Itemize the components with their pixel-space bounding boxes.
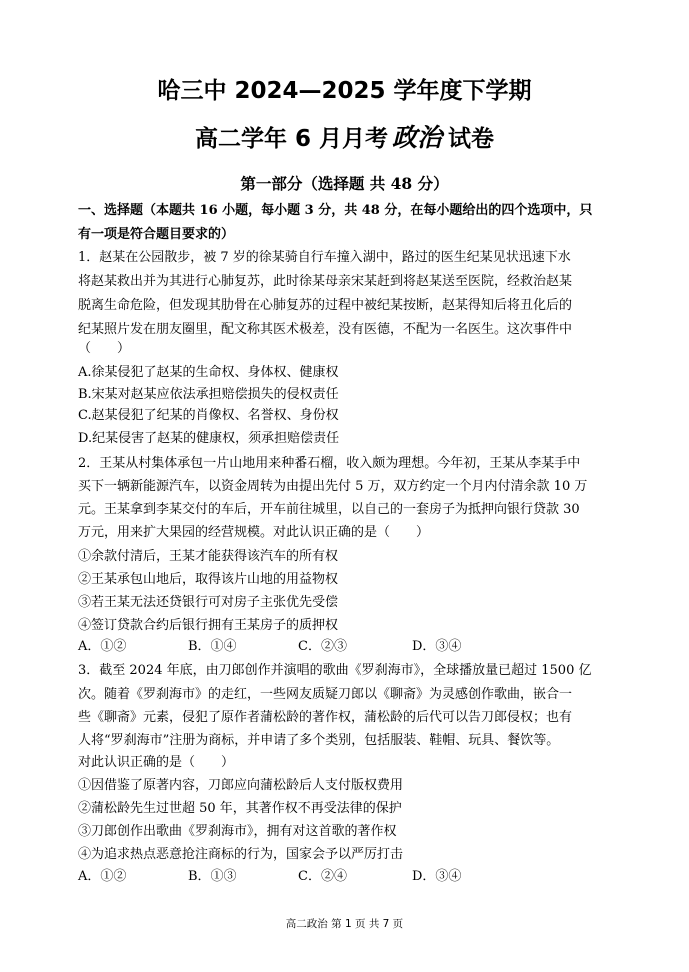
- exam-title-school-term: 哈三中 2024—2025 学年度下学期: [157, 78, 532, 104]
- q3-stem-line: 些《聊斋》元素，侵犯了原作者蒲松龄的著作权，蒲松龄的后代可以告刀郎侵权；也有: [78, 710, 573, 725]
- q1-option-c: C.赵某侵犯了纪某的肖像权、名誉权、身份权: [78, 408, 339, 423]
- section-instruction: 一、选择题（本题共 16 小题，每小题 3 分，共 48 分，在每小题给出的四个选项中，只: [78, 203, 593, 218]
- q1-stem-line: 纪某照片发在朋友圈里，配文称其医术极差，没有医德，不配为一名医生。这次事件中: [78, 322, 573, 337]
- q2-statement-4: ④签订贷款合约后银行拥有王某房子的质押权: [78, 618, 339, 633]
- q2-choice-b: B．①④: [188, 639, 237, 654]
- q2-choice-a: A．①②: [78, 639, 127, 654]
- q3-statement-1: ①因借鉴了原著内容，刀郎应向蒲松龄后人支付版权费用: [78, 778, 404, 793]
- q3-choice-c: C．②④: [298, 869, 347, 884]
- exam-title-grade-month: 高二学年 6 月月考: [194, 126, 388, 152]
- q1-stem-line: 将赵某救出并为其进行心肺复苏，此时徐某母亲宋某赶到将赵某送至医院，经救治赵某: [78, 274, 573, 289]
- q3-stem-line: 3．截至 2024 年底，由刀郎创作并演唱的歌曲《罗刹海市》，全球播放量已超过 1500 亿: [78, 663, 592, 678]
- section-instruction-cont: 有一项是符合题目要求的）: [78, 227, 235, 242]
- q3-choice-a: A．①②: [78, 869, 127, 884]
- q2-stem-line: 元。王某拿到李某交付的车后，开车前往城里，以自己的一套房子为抵押向银行贷款 30: [78, 502, 580, 517]
- q2-statement-1: ①余款付清后，王某才能获得该汽车的所有权: [78, 549, 339, 564]
- q1-stem-line: 1．赵某在公园散步，被 7 岁的徐某骑自行车撞入湖中，路过的医生纪某见状迅速下水: [78, 250, 571, 265]
- q3-statement-3: ③刀郎创作出歌曲《罗刹海市》，拥有对这首歌的著作权: [78, 824, 397, 839]
- q3-choice-b: B．①③: [188, 869, 237, 884]
- q2-choice-d: D．③④: [412, 639, 462, 654]
- part-title: 第一部分（选择题 共 48 分）: [240, 174, 449, 193]
- q1-answer-blank: （ ）: [78, 341, 131, 356]
- q3-choice-d: D．③④: [412, 869, 462, 884]
- q2-stem-line: 买下一辆新能源汽车，以资金周转为由提出先付 5 万，双方约定一个月内付清余款 10 万: [78, 479, 588, 494]
- q1-option-a: A.徐某侵犯了赵某的生命权、身体权、健康权: [78, 365, 339, 380]
- q2-statement-2: ②王某承包山地后，取得该片山地的用益物权: [78, 572, 339, 587]
- exam-title-subject-name: 政治: [392, 123, 443, 152]
- q1-stem-line: 脱离生命危险，但发现其肋骨在心肺复苏的过程中被纪某按断，赵某得知后将丑化后的: [78, 298, 573, 313]
- q3-statement-4: ④为追求热点恶意抢注商标的行为，国家会予以严厉打击: [78, 847, 404, 862]
- q2-stem-line: 2．王某从村集体承包一片山地用来种番石榴，收入颇为理想。今年初，王某从李某手中: [78, 456, 581, 471]
- q1-option-d: D.纪某侵害了赵某的健康权，须承担赔偿责任: [78, 431, 340, 446]
- q1-option-b: B.宋某对赵某应依法承担赔偿损失的侵权责任: [78, 387, 339, 402]
- page-footer: 高二政治 第 1 页 共 7 页: [285, 918, 404, 930]
- q2-stem-line: 万元，用来扩大果园的经营规模。对此认识正确的是（ ）: [78, 525, 430, 540]
- q2-statement-3: ③若王某无法还贷银行可对房子主张优先受偿: [78, 595, 339, 610]
- q2-choice-c: C．②③: [298, 639, 347, 654]
- q3-statement-2: ②蒲松龄先生过世超 50 年，其著作权不再受法律的保护: [78, 801, 402, 816]
- q3-stem-line: 对此认识正确的是（ ）: [78, 755, 235, 770]
- q3-stem-line: 次。随着《罗刹海市》的走红，一些网友质疑刀郎以《聊斋》为灵感创作歌曲，嵌合一: [78, 687, 573, 702]
- exam-title-paper: 试卷: [448, 126, 495, 152]
- exam-title-subject: [0, 118, 689, 154]
- q3-stem-line: 人将“罗刹海市”注册为商标，并申请了多个类别，包括服装、鞋帽、玩具、餐饮等。: [78, 733, 560, 748]
